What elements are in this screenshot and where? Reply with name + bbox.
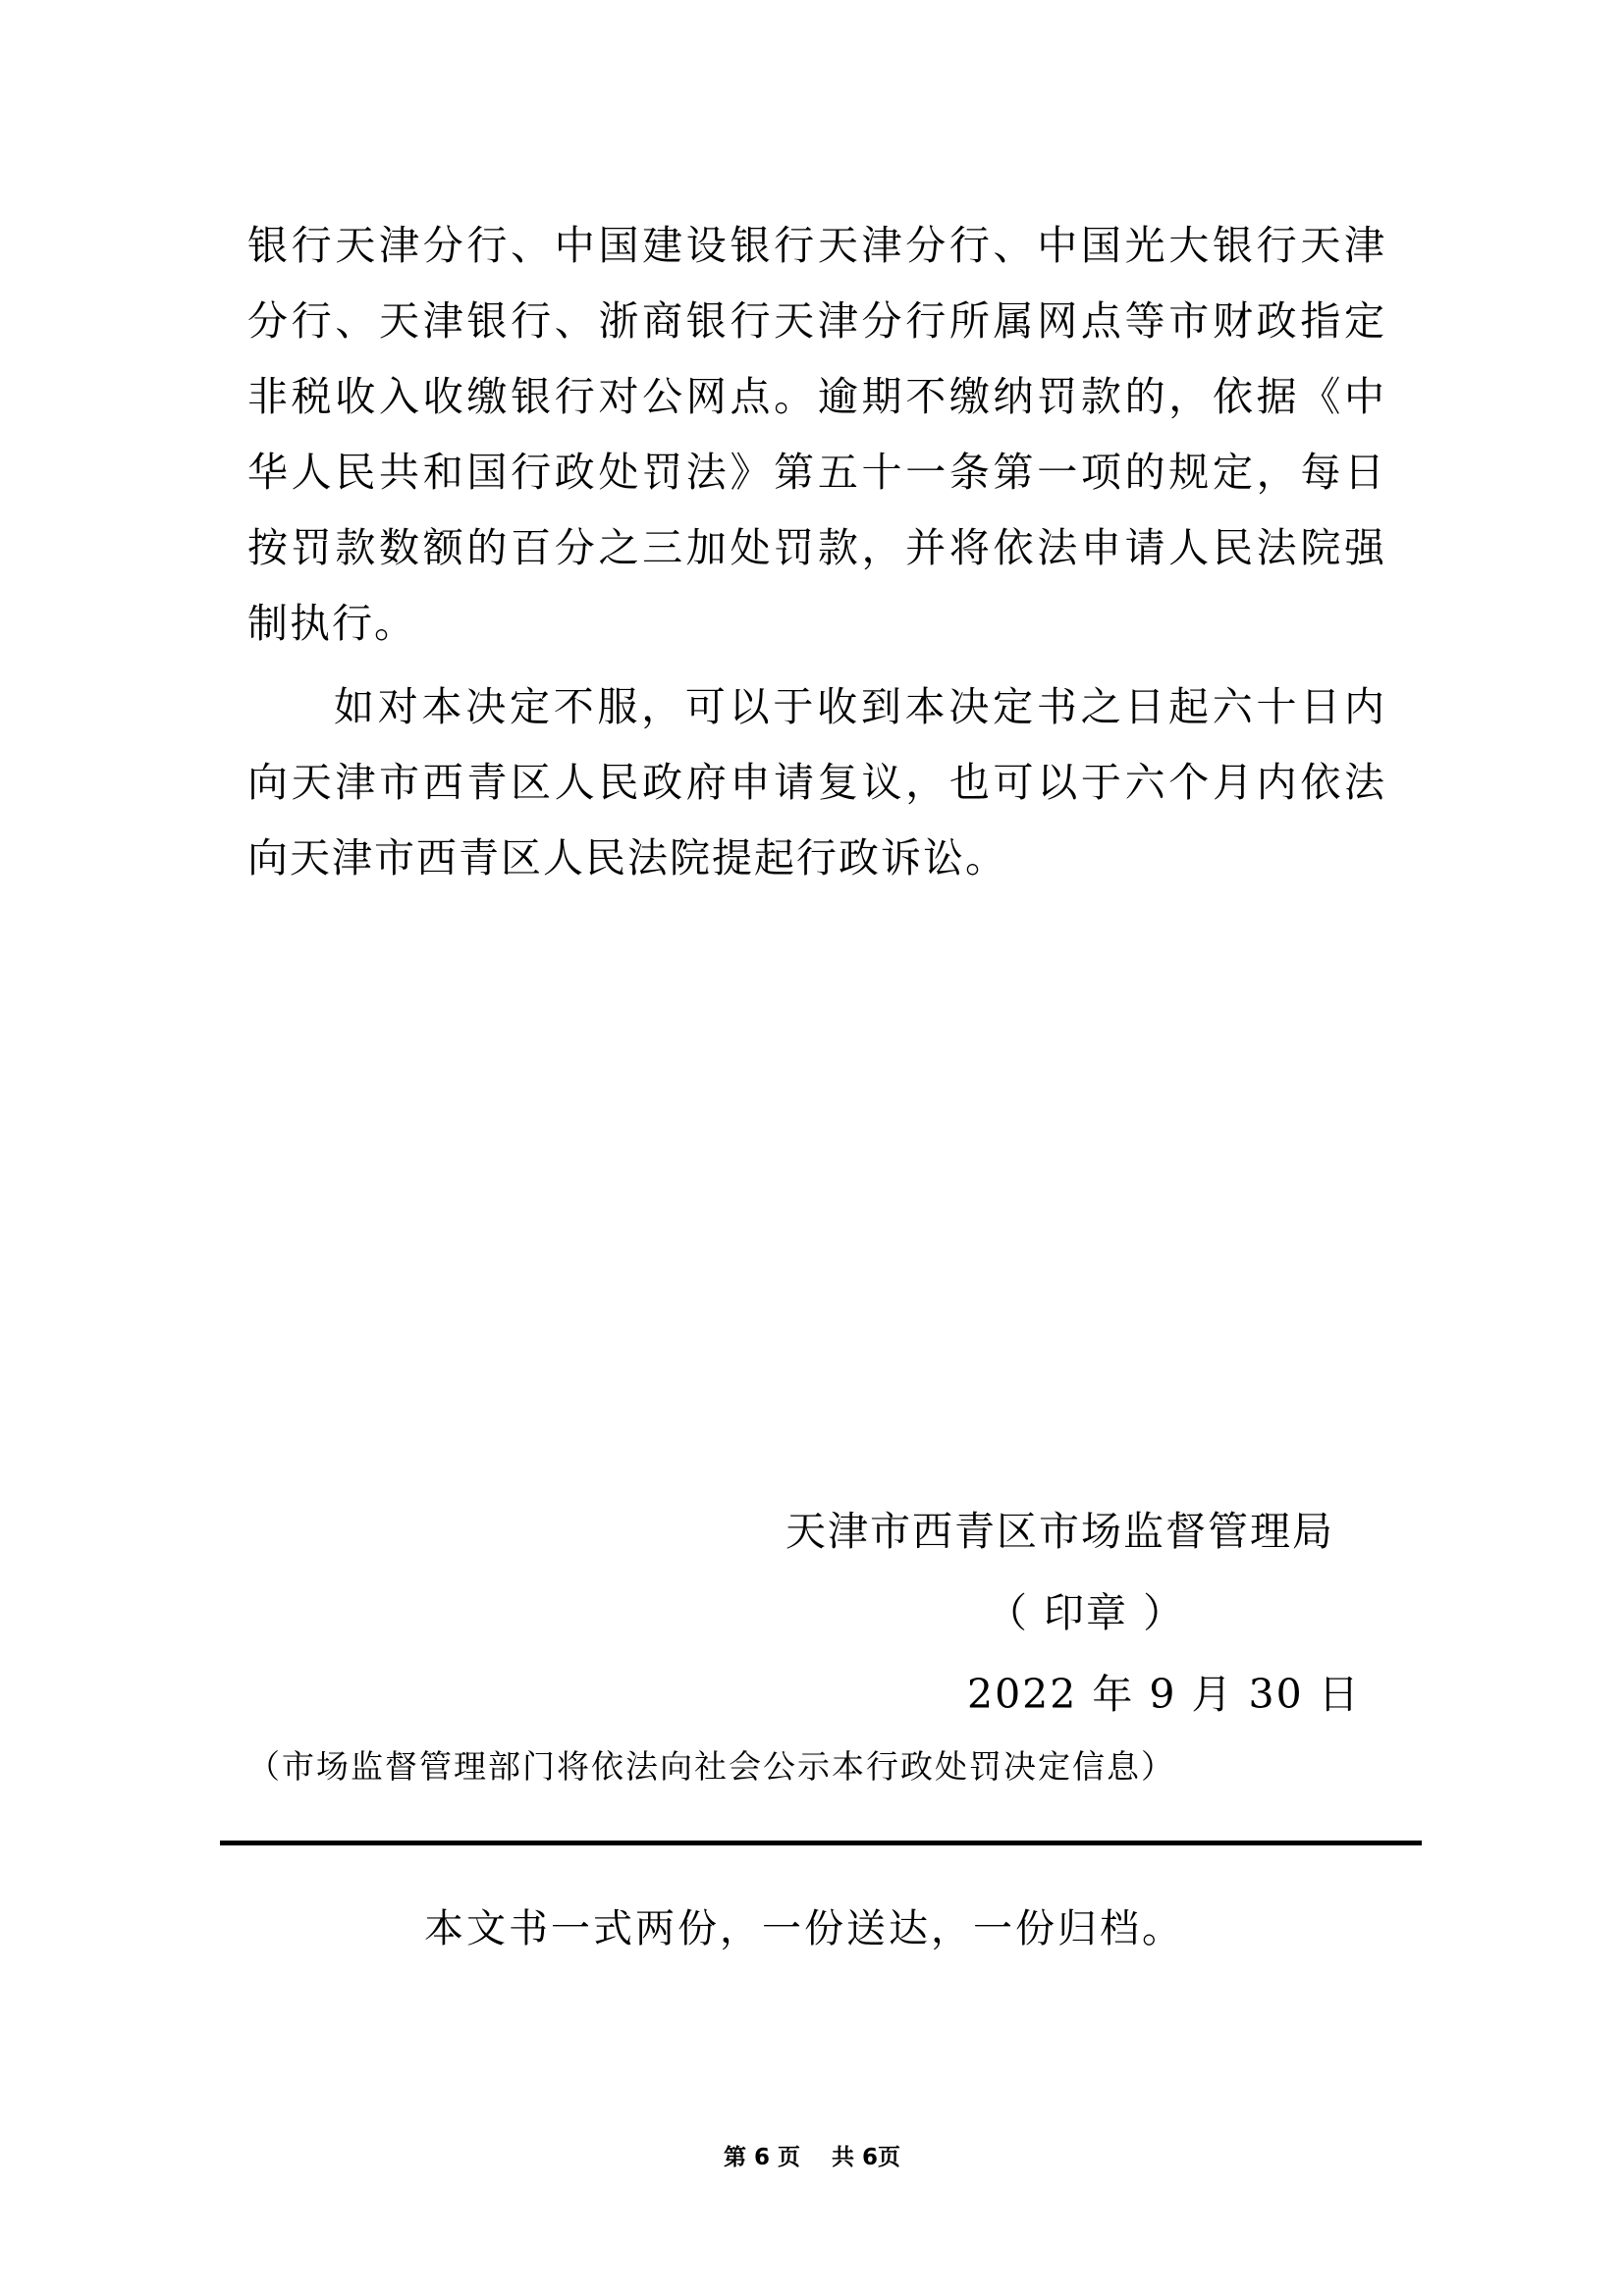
paragraph-line: 非税收入收缴银行对公网点。逾期不缴纳罚款的，依据《中	[247, 373, 1386, 420]
seal-placeholder: （ 印章 ）	[987, 1589, 1186, 1636]
page-number: 第 6 页 共 6页	[723, 2145, 901, 2170]
paragraph-line: 制执行。	[247, 600, 416, 647]
paragraph-line: 向天津市西青区人民政府申请复议，也可以于六个月内依法	[247, 759, 1386, 806]
issuing-authority: 天津市西青区市场监督管理局	[785, 1508, 1334, 1555]
divider-line	[220, 1841, 1422, 1845]
paragraph-line: 银行天津分行、中国建设银行天津分行、中国光大银行天津	[247, 222, 1386, 269]
paragraph-line: 华人民共和国行政处罚法》第五十一条第一项的规定，每日	[247, 449, 1386, 496]
paragraph-line: 分行、天津银行、浙商银行天津分行所属网点等市财政指定	[247, 297, 1386, 345]
paragraph-line: 按罚款数额的百分之三加处罚款，并将依法申请人民法院强	[247, 524, 1386, 571]
issue-date: 2022 年 9 月 30 日	[967, 1671, 1361, 1718]
paragraph-line: 如对本决定不服，可以于收到本决定书之日起六十日内	[334, 683, 1386, 730]
copies-note: 本文书一式两份，一份送达，一份归档。	[424, 1906, 1184, 1951]
publicity-notice: （市场监督管理部门将依法向社会公示本行政处罚决定信息）	[247, 1747, 1175, 1786]
paragraph-line: 向天津市西青区人民法院提起行政诉讼。	[247, 834, 1007, 881]
